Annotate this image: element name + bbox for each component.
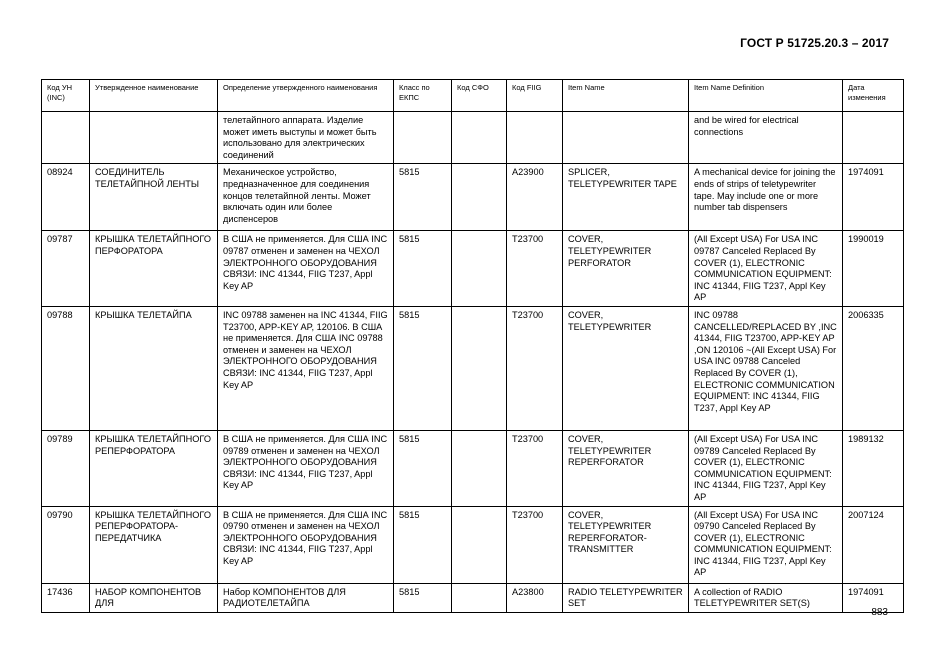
cell-name-definition: Набор КОМПОНЕНТОВ ДЛЯ РАДИОТЕЛЕТАЙПА <box>218 583 394 612</box>
table-row <box>42 231 904 307</box>
cell-approved-name: НАБОР КОМПОНЕНТОВ ДЛЯ <box>90 583 218 612</box>
column-header-item-name: Item Name <box>563 80 689 112</box>
column-header-ekps-class: Класс по ЕКПС <box>394 80 452 112</box>
cell-name-definition: В США не применяется. Для США INC 09787 отменен и заменен на ЧЕХОЛ ЭЛЕКТРОННОГО ОБОРУДОВАНИЯ СВЯЗИ: INC 41344, FIIG T237, Appl Key AP <box>218 231 394 307</box>
cell-name-definition: В США не применяется. Для США INC 09789 отменен и заменен на ЧЕХОЛ ЭЛЕКТРОННОГО ОБОРУДОВАНИЯ СВЯЗИ: INC 41344, FIIG T237, Appl Key AP <box>218 430 394 506</box>
table-row <box>42 112 904 164</box>
cell-item-name: SPLICER, TELETYPEWRITER TAPE <box>563 164 689 231</box>
cell-approved-name <box>90 112 218 164</box>
table-row <box>42 306 904 430</box>
cell-ekps-class <box>394 112 452 164</box>
cell-inc: 17436 <box>42 583 90 612</box>
cell-inc: 09789 <box>42 430 90 506</box>
table-header <box>42 80 904 112</box>
cell-inc: 09790 <box>42 506 90 583</box>
cell-fiig-code: T23700 <box>507 306 563 430</box>
cell-item-name-definition: A mechanical device for joining the ends of strips of teletypewriter tape. May include one or more number tab dispensers <box>689 164 843 231</box>
cell-name-definition: телетайпного аппарата. Изделие может иметь выступы и может быть использовано для электрических соединений <box>218 112 394 164</box>
cell-ekps-class: 5815 <box>394 306 452 430</box>
column-header-item-name-definition: Item Name Definition <box>689 80 843 112</box>
cell-sfo-code <box>452 306 507 430</box>
cell-item-name <box>563 112 689 164</box>
cell-inc: 09787 <box>42 231 90 307</box>
document-standard-header: ГОСТ Р 51725.20.3 – 2017 <box>740 36 889 50</box>
cell-fiig-code: A23900 <box>507 164 563 231</box>
cell-item-name-definition: (All Except USA) For USA INC 09787 Canceled Replaced By COVER (1), ELECTRONIC COMMUNICATION EQUIPMENT: INC 41344, FIIG T237, Appl Key AP <box>689 231 843 307</box>
cell-fiig-code: T23700 <box>507 506 563 583</box>
cell-item-name-definition: (All Except USA) For USA INC 09790 Canceled Replaced By COVER (1), ELECTRONIC COMMUNICATION EQUIPMENT: INC 41344, FIIG T237, Appl Key AP <box>689 506 843 583</box>
cell-change-date <box>843 112 904 164</box>
column-header-fiig-code: Код FIIG <box>507 80 563 112</box>
header-row <box>42 80 904 112</box>
page-number: 883 <box>871 607 888 618</box>
cell-fiig-code <box>507 112 563 164</box>
cell-change-date: 2006335 <box>843 306 904 430</box>
cell-item-name: RADIO TELETYPEWRITER SET <box>563 583 689 612</box>
column-header-name-definition: Определение утвержденного наименования <box>218 80 394 112</box>
cell-change-date: 1974091 <box>843 164 904 231</box>
cell-inc <box>42 112 90 164</box>
cell-item-name-definition: and be wired for electrical connections <box>689 112 843 164</box>
cell-item-name-definition: INC 09788 CANCELLED/REPLACED BY ,INC 41344, FIIG T23700, APP-KEY AP ,ON 120106 ~(All Except USA) For USA INC 09788 Canceled Replaced By COVER (1), ELECTRONIC COMMUNICATION EQUIPMENT: INC 41344, FIIG T237, Appl Key AP <box>689 306 843 430</box>
cell-item-name: COVER, TELETYPEWRITER REPERFORATOR-TRANSMITTER <box>563 506 689 583</box>
cell-approved-name: КРЫШКА ТЕЛЕТАЙПА <box>90 306 218 430</box>
cell-fiig-code: T23700 <box>507 430 563 506</box>
column-header-approved-name: Утвержденное наименование <box>90 80 218 112</box>
cell-inc: 08924 <box>42 164 90 231</box>
table-row <box>42 164 904 231</box>
cell-change-date: 1990019 <box>843 231 904 307</box>
cell-sfo-code <box>452 430 507 506</box>
table-body <box>42 112 904 613</box>
cell-ekps-class: 5815 <box>394 164 452 231</box>
cell-name-definition: Механическое устройство, предназначенное для соединения концов телетайпной ленты. Может включать один или более диспенсеров <box>218 164 394 231</box>
cell-item-name: COVER, TELETYPEWRITER <box>563 306 689 430</box>
cell-inc: 09788 <box>42 306 90 430</box>
cell-approved-name: СОЕДИНИТЕЛЬ ТЕЛЕТАЙПНОЙ ЛЕНТЫ <box>90 164 218 231</box>
cell-ekps-class: 5815 <box>394 430 452 506</box>
table-row <box>42 430 904 506</box>
cell-ekps-class: 5815 <box>394 231 452 307</box>
cell-fiig-code: T23700 <box>507 231 563 307</box>
cell-ekps-class: 5815 <box>394 506 452 583</box>
cell-fiig-code: A23800 <box>507 583 563 612</box>
cell-name-definition: INC 09788 заменен на INC 41344, FIIG T23700, APP-KEY AP, 120106. В США не применяется. Для США INC 09788 отменен и заменен на ЧЕХОЛ ЭЛЕКТРОННОГО ОБОРУДОВАНИЯ СВЯЗИ: INC 41344, FIIG T237, Appl Key AP <box>218 306 394 430</box>
cell-sfo-code <box>452 112 507 164</box>
cell-item-name: COVER, TELETYPEWRITER PERFORATOR <box>563 231 689 307</box>
cell-approved-name: КРЫШКА ТЕЛЕТАЙПНОГО ПЕРФОРАТОРА <box>90 231 218 307</box>
cell-approved-name: КРЫШКА ТЕЛЕТАЙПНОГО РЕПЕРФОРАТОРА <box>90 430 218 506</box>
cell-sfo-code <box>452 231 507 307</box>
column-header-inc: Код УН (INC) <box>42 80 90 112</box>
cell-item-name-definition: A collection of RADIO TELETYPEWRITER SET(S) <box>689 583 843 612</box>
cell-sfo-code <box>452 506 507 583</box>
cell-item-name-definition: (All Except USA) For USA INC 09789 Canceled Replaced By COVER (1), ELECTRONIC COMMUNICATION EQUIPMENT: INC 41344, FIIG T237, Appl Key AP <box>689 430 843 506</box>
cell-change-date: 2007124 <box>843 506 904 583</box>
cell-approved-name: КРЫШКА ТЕЛЕТАЙПНОГО РЕПЕРФОРАТОРА-ПЕРЕДАТЧИКА <box>90 506 218 583</box>
cell-change-date: 1974091 <box>843 583 904 612</box>
cell-item-name: COVER, TELETYPEWRITER REPERFORATOR <box>563 430 689 506</box>
table-row <box>42 506 904 583</box>
column-header-sfo-code: Код СФО <box>452 80 507 112</box>
cell-sfo-code <box>452 583 507 612</box>
cell-sfo-code <box>452 164 507 231</box>
cell-name-definition: В США не применяется. Для США INC 09790 отменен и заменен на ЧЕХОЛ ЭЛЕКТРОННОГО ОБОРУДОВАНИЯ СВЯЗИ: INC 41344, FIIG T237, Appl Key AP <box>218 506 394 583</box>
cell-change-date: 1989132 <box>843 430 904 506</box>
column-header-change-date: Дата изменения <box>843 80 904 112</box>
cell-ekps-class: 5815 <box>394 583 452 612</box>
table-row <box>42 583 904 612</box>
nomenclature-table <box>41 79 904 613</box>
